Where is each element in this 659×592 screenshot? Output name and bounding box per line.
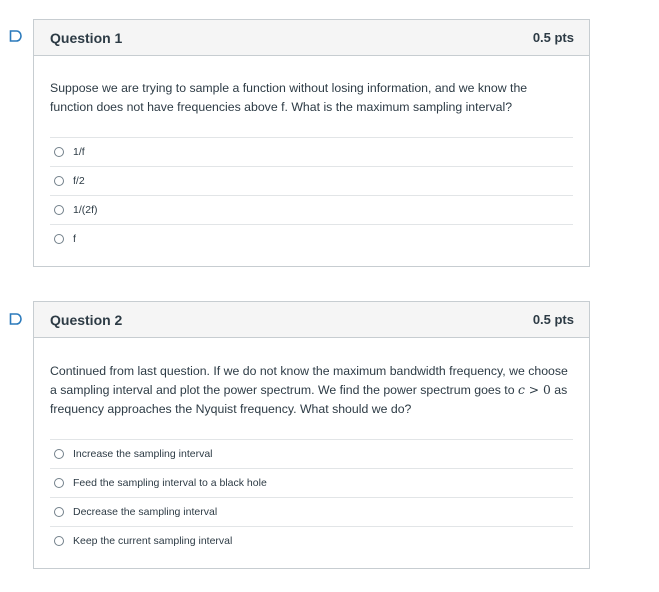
answer-label: Increase the sampling interval — [73, 448, 213, 460]
question-1-points: 0.5 pts — [532, 30, 574, 45]
answer-label: f/2 — [73, 175, 85, 187]
question-1-title: Question 1 — [50, 29, 123, 46]
answer-option[interactable] — [50, 497, 573, 526]
math-expression — [518, 383, 551, 397]
question-2-title: Question 2 — [50, 311, 123, 328]
radio-icon[interactable] — [54, 449, 64, 459]
answer-label: f — [73, 233, 76, 245]
math-gt: > — [528, 383, 540, 397]
answer-label: Decrease the sampling interval — [73, 506, 218, 518]
radio-icon[interactable] — [54, 536, 64, 546]
answer-option[interactable] — [50, 439, 573, 468]
answer-label: Keep the current sampling interval — [73, 535, 233, 547]
question-2-header — [34, 302, 589, 338]
question-2-answers — [50, 439, 573, 555]
answer-label: 1/f — [73, 146, 85, 158]
answer-option[interactable] — [50, 224, 573, 253]
answer-option[interactable] — [50, 166, 573, 195]
math-c: c — [517, 383, 525, 397]
radio-icon[interactable] — [54, 234, 64, 244]
answer-option[interactable] — [50, 526, 573, 555]
answer-option[interactable] — [50, 137, 573, 166]
radio-icon[interactable] — [54, 507, 64, 517]
flag-question-1-icon[interactable] — [9, 30, 23, 42]
math-zero: 0 — [543, 383, 551, 397]
answer-label: Feed the sampling interval to a black hole — [73, 477, 267, 489]
question-2-card — [33, 301, 590, 569]
question-2-text-part2: as frequency approaches the Nyquist frequency. What should we do? — [50, 383, 568, 416]
radio-icon[interactable] — [54, 176, 64, 186]
question-1-answers — [50, 137, 573, 253]
question-1-text: Suppose we are trying to sample a function without losing information, and we know the function does not have frequencies above f. What is the maximum sampling interval? — [50, 81, 528, 114]
radio-icon[interactable] — [54, 205, 64, 215]
answer-option[interactable] — [50, 195, 573, 224]
question-2-text-part1: Continued from last question. If we do not know the maximum bandwidth frequency, we choose a sampling interval and plot the power spectrum. We find the power spectrum goes to — [50, 364, 568, 397]
question-2-text — [50, 338, 573, 439]
radio-icon[interactable] — [54, 478, 64, 488]
question-1-card — [33, 19, 590, 267]
answer-label: 1/(2f) — [73, 204, 98, 216]
answer-option[interactable] — [50, 468, 573, 497]
question-1-header — [34, 20, 589, 56]
radio-icon[interactable] — [54, 147, 64, 157]
question-2-points: 0.5 pts — [532, 312, 574, 327]
flag-question-2-icon[interactable] — [9, 313, 23, 325]
